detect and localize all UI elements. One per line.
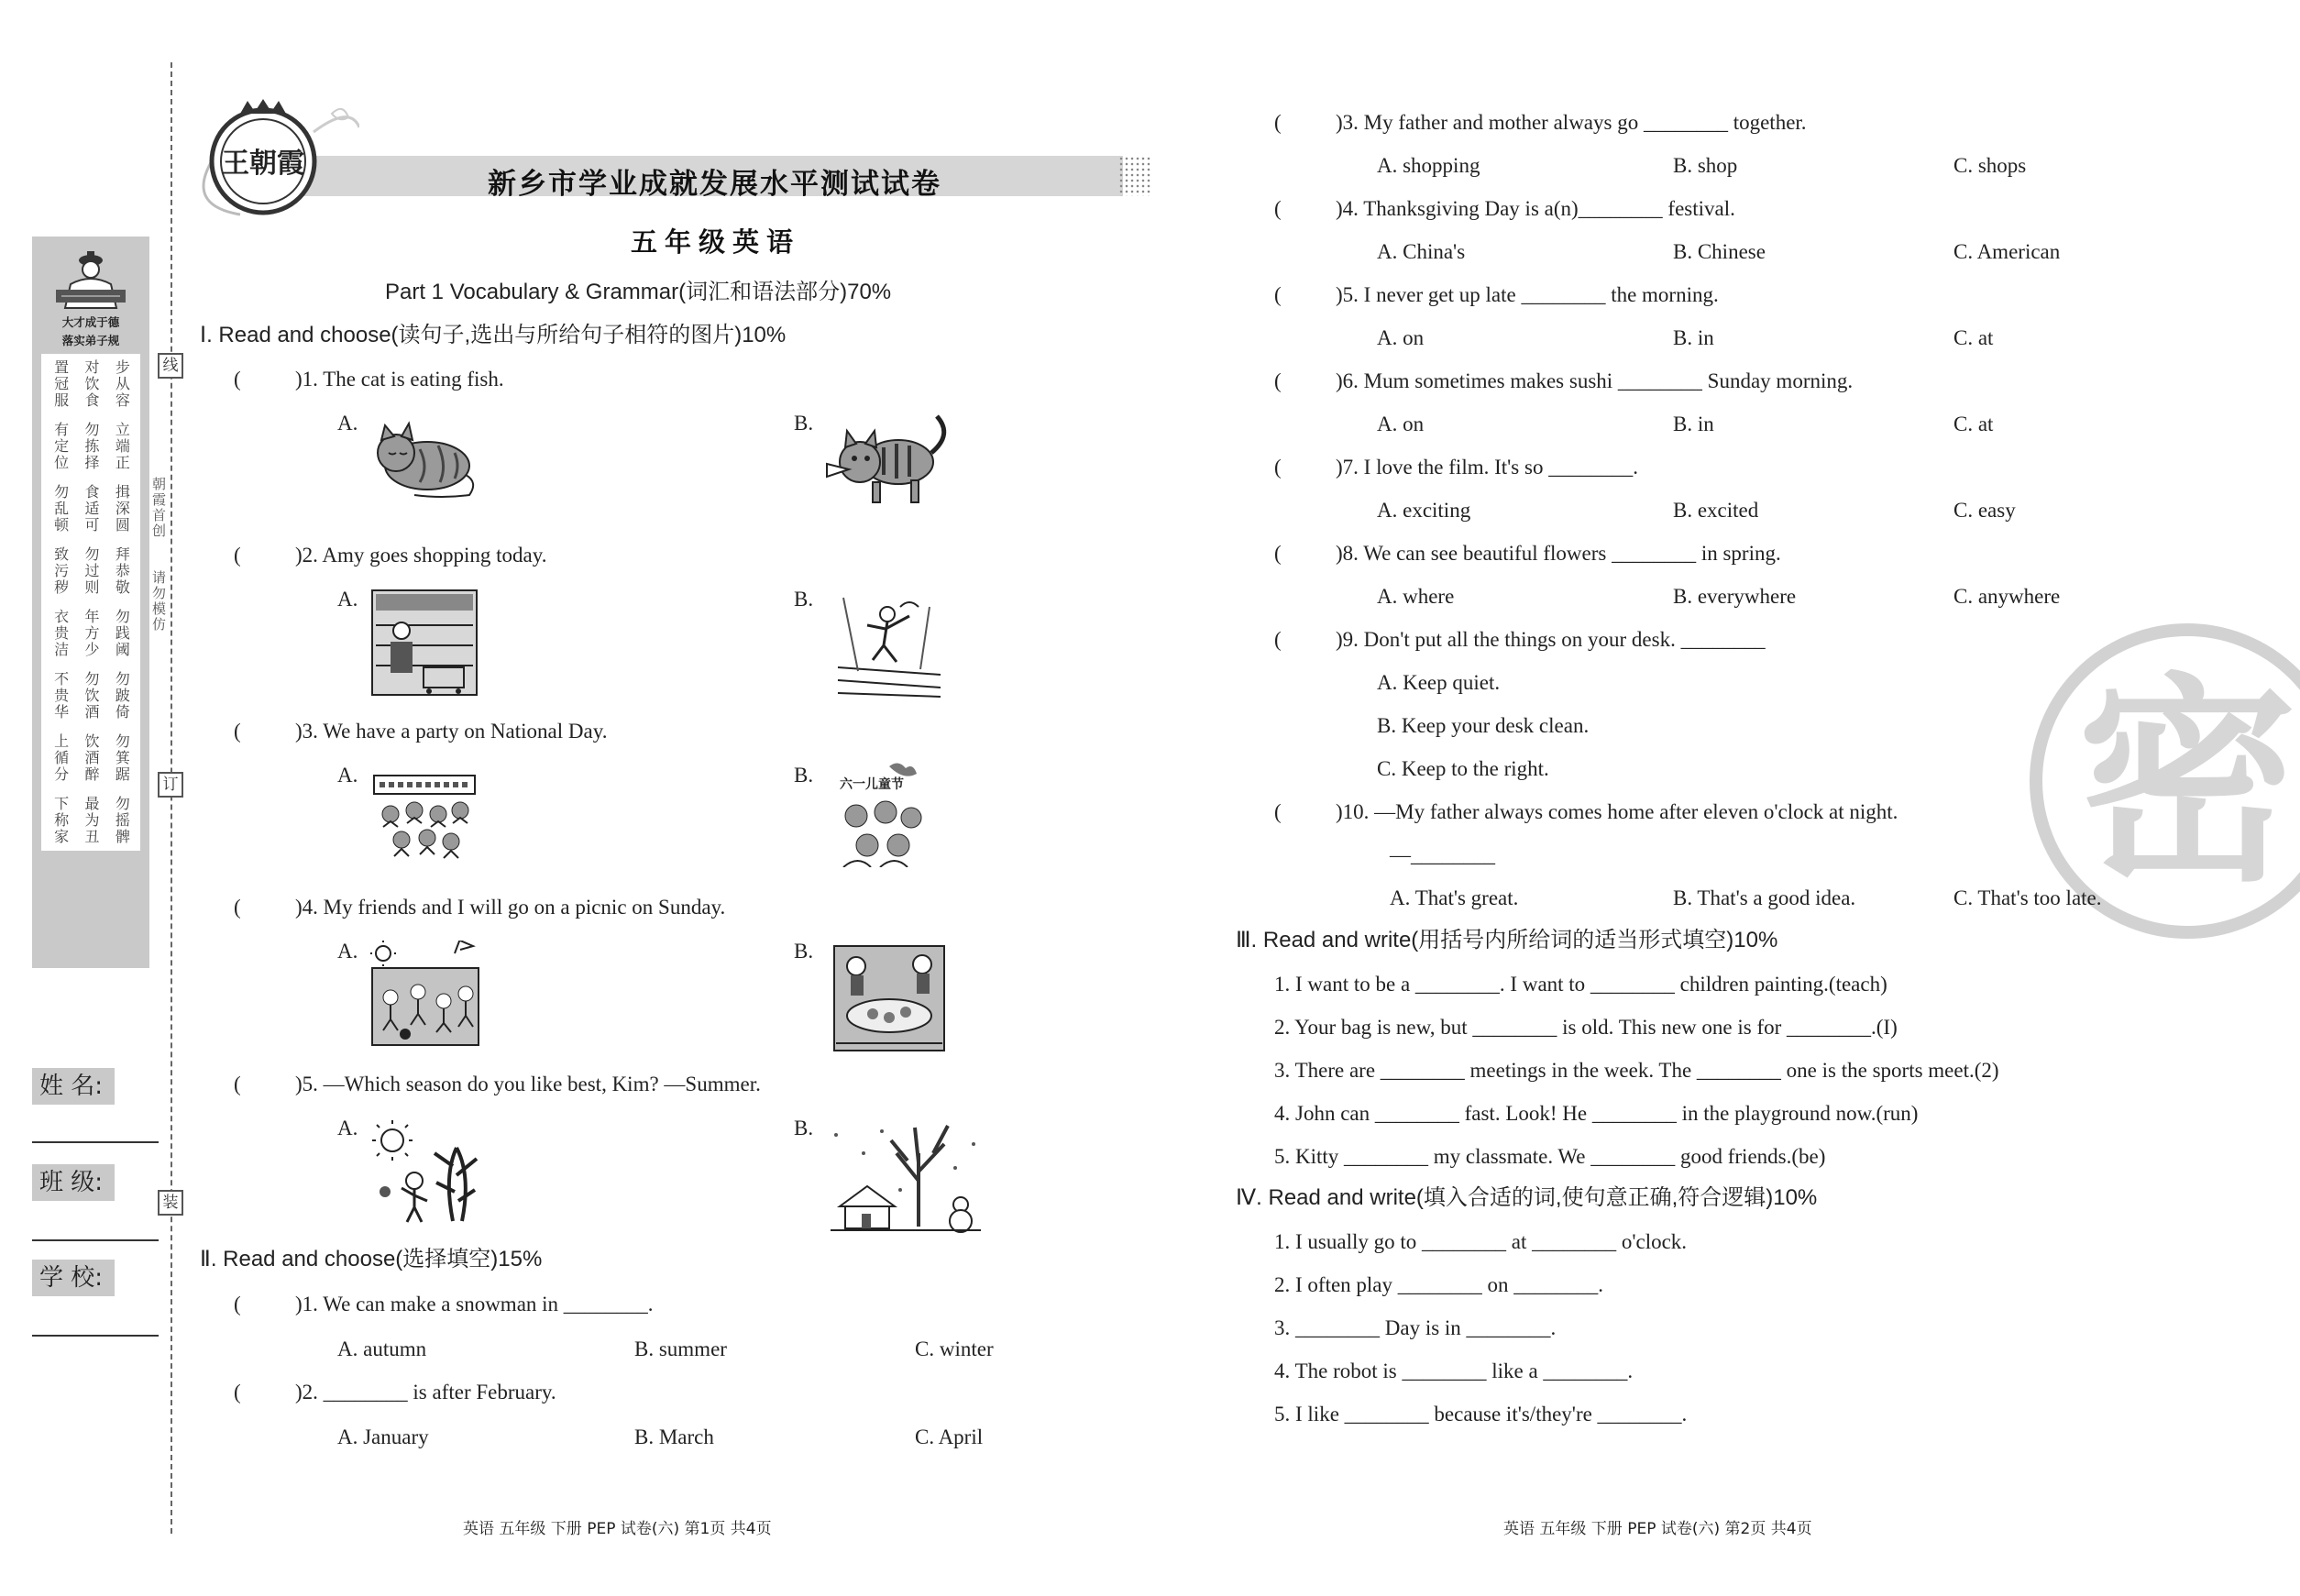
motto-verse: 揖深圆 bbox=[113, 484, 131, 534]
option-text: B. Keep your desk clean. bbox=[1377, 714, 1590, 737]
question-stem: )9. Don't put all the things on your desk. ________ bbox=[1336, 628, 1766, 651]
question-stem: )3. My father and mother always go ________ together. bbox=[1336, 111, 1807, 134]
motto-verse: 食适可 bbox=[82, 484, 100, 534]
motto-group bbox=[45, 359, 137, 409]
option-text: C. at bbox=[1953, 326, 1994, 349]
answer-bracket[interactable]: ( bbox=[234, 1293, 241, 1315]
motto-group bbox=[45, 422, 137, 471]
name-label: 姓 名: bbox=[32, 1068, 115, 1105]
motto-verse: 置冠服 bbox=[51, 359, 70, 409]
option-text: C. That's too late. bbox=[1953, 886, 2102, 909]
question-stem: )10. —My father always comes home after eleven o'clock at night. bbox=[1336, 800, 1898, 823]
fill-in-item[interactable]: 2. I often play ________ on ________. bbox=[1274, 1273, 1604, 1296]
binding-seal-char: 线 bbox=[158, 353, 183, 379]
answer-bracket[interactable]: ( bbox=[1274, 800, 1282, 823]
option-text: A. China's bbox=[1377, 240, 1466, 263]
option-text: A. shopping bbox=[1377, 154, 1480, 177]
subject-title: 五年级英语 bbox=[631, 226, 801, 258]
option-text: C. winter bbox=[915, 1337, 994, 1360]
motto-group bbox=[45, 484, 137, 534]
question-stem: )8. We can see beautiful flowers ________ in spring. bbox=[1336, 542, 1781, 565]
motto-verse: 拜恭敬 bbox=[113, 546, 131, 596]
class-label: 班 级: bbox=[32, 1164, 115, 1201]
section3-title: Ⅲ. Read and write(用括号内所给词的适当形式填空)10% bbox=[1236, 928, 1778, 952]
school-label: 学 校: bbox=[32, 1260, 115, 1296]
motto-verse: 有定位 bbox=[51, 422, 70, 471]
summer-sun-picture[interactable] bbox=[365, 1120, 482, 1228]
motto-verse: 勿乱顿 bbox=[51, 484, 70, 534]
fill-in-item[interactable]: 2. Your bag is new, but ________ is old. This new one is for ________.(I) bbox=[1274, 1016, 1898, 1039]
sleeping-cat-picture[interactable] bbox=[365, 413, 480, 501]
name-field[interactable] bbox=[32, 1141, 159, 1143]
fill-in-item[interactable]: 1. I usually go to ________ at ________ o'clock. bbox=[1274, 1230, 1688, 1253]
fill-in-item[interactable]: 3. ________ Day is in ________. bbox=[1274, 1316, 1557, 1339]
logo-lettering: 王朝霞 bbox=[222, 148, 304, 180]
motto-verse: 勿过则 bbox=[82, 546, 100, 596]
motto-header: 落实弟子规 bbox=[61, 334, 120, 347]
childrens-day-picture[interactable] bbox=[834, 759, 930, 867]
fill-in-item[interactable]: 4. John can ________ fast. Look! He ________ in the playground now.(run) bbox=[1274, 1102, 1919, 1125]
option-text: A. on bbox=[1377, 326, 1425, 349]
motto-verse: 勿拣择 bbox=[82, 422, 100, 471]
option-label: B. bbox=[794, 1117, 814, 1139]
answer-bracket[interactable]: ( bbox=[234, 720, 241, 743]
motto-verse: 最为丑 bbox=[82, 796, 100, 845]
notice-text: 请勿模仿 bbox=[150, 570, 167, 633]
motto-verse: 步从容 bbox=[113, 359, 131, 409]
motto-verse: 衣贵洁 bbox=[51, 609, 70, 658]
answer-bracket[interactable]: ( bbox=[1274, 111, 1282, 134]
option-text: C. American bbox=[1953, 240, 2061, 263]
motto-verse: 勿跛倚 bbox=[113, 671, 131, 721]
answer-bracket[interactable]: ( bbox=[234, 368, 241, 391]
question-stem: )1. The cat is eating fish. bbox=[295, 368, 504, 391]
question-stem: )5. I never get up late ________ the morning. bbox=[1336, 283, 1719, 306]
motto-verse: 上循分 bbox=[51, 733, 70, 783]
option-text: B. excited bbox=[1673, 499, 1759, 522]
motto-verse: 勿践阈 bbox=[113, 609, 131, 658]
fill-in-item[interactable]: 3. There are ________ meetings in the week. The ________ one is the sports meet.(2) bbox=[1274, 1059, 1999, 1082]
answer-bracket[interactable]: ( bbox=[1274, 197, 1282, 220]
picture-caption: 六一儿童节 bbox=[840, 777, 904, 792]
option-text: C. at bbox=[1953, 413, 1994, 435]
option-text: A. where bbox=[1377, 585, 1455, 608]
option-text: B. Chinese bbox=[1673, 240, 1766, 263]
fill-in-item[interactable]: 4. The robot is ________ like a ________. bbox=[1274, 1359, 1634, 1382]
option-text: C. Keep to the right. bbox=[1377, 757, 1549, 780]
motto-verse: 对饮食 bbox=[82, 359, 100, 409]
question-stem: )2. ________ is after February. bbox=[295, 1381, 556, 1403]
answer-bracket[interactable]: ( bbox=[234, 896, 241, 919]
motto-verse: 下称家 bbox=[51, 796, 70, 845]
option-text: C. easy bbox=[1953, 499, 2016, 522]
motto-grid bbox=[41, 354, 140, 851]
question-stem: )6. Mum sometimes makes sushi ________ Sunday morning. bbox=[1336, 369, 1854, 392]
motto-group bbox=[45, 671, 137, 721]
answer-bracket[interactable]: ( bbox=[1274, 542, 1282, 565]
question-stem: )5. —Which season do you like best, Kim? —Summer. bbox=[295, 1073, 761, 1095]
option-label: A. bbox=[337, 588, 358, 611]
motto-verse: 不贵华 bbox=[51, 671, 70, 721]
national-day-party-picture[interactable] bbox=[370, 772, 479, 865]
option-label: A. bbox=[337, 940, 358, 963]
notice-text: 朝霞首创 bbox=[150, 477, 167, 539]
motto-group bbox=[45, 733, 137, 783]
school-field[interactable] bbox=[32, 1335, 159, 1337]
page-footer: 英语 五年级 下册 PEP 试卷(六) 第1页 共4页 bbox=[463, 1520, 772, 1538]
question-stem: )3. We have a party on National Day. bbox=[295, 720, 608, 743]
scholar-figure-icon bbox=[45, 248, 137, 314]
question-stem: )2. Amy goes shopping today. bbox=[295, 544, 547, 567]
option-label: B. bbox=[794, 588, 814, 611]
class-field[interactable] bbox=[32, 1239, 159, 1241]
option-text: C. anywhere bbox=[1953, 585, 2061, 608]
option-text: A. January bbox=[337, 1425, 429, 1448]
question-stem: )1. We can make a snowman in ________. bbox=[295, 1293, 654, 1315]
title-band-dots bbox=[1118, 156, 1151, 196]
answer-bracket[interactable]: ( bbox=[1274, 283, 1282, 306]
option-text: A. Keep quiet. bbox=[1377, 671, 1501, 694]
motto-panel bbox=[32, 237, 149, 968]
section4-title: Ⅳ. Read and write(填入合适的词,使句意正确,符合逻辑)10% bbox=[1236, 1185, 1818, 1210]
fill-in-item[interactable]: 5. I like ________ because it's/they're ________. bbox=[1274, 1403, 1688, 1425]
exam-title: 新乡市学业成就发展水平测试试卷 bbox=[488, 168, 941, 201]
section2-title: Ⅱ. Read and choose(选择填空)15% bbox=[200, 1247, 543, 1271]
question-stem: )4. Thanksgiving Day is a(n)________ festival. bbox=[1336, 197, 1735, 220]
answer-bracket[interactable]: ( bbox=[234, 1381, 241, 1403]
option-label: B. bbox=[794, 764, 814, 787]
kids-playing-football-picture[interactable] bbox=[370, 941, 480, 1047]
question-stem: )4. My friends and I will go on a picnic on Sunday. bbox=[295, 896, 726, 919]
option-label: B. bbox=[794, 412, 814, 435]
option-text: B. That's a good idea. bbox=[1673, 886, 1856, 909]
binding-seal-char: 装 bbox=[158, 1190, 183, 1216]
motto-verse: 致污秽 bbox=[51, 546, 70, 596]
option-text: B. summer bbox=[634, 1337, 727, 1360]
binding-dashed-line bbox=[171, 62, 172, 1534]
motto-verse: 立端正 bbox=[113, 422, 131, 471]
motto-verse: 勿饮酒 bbox=[82, 671, 100, 721]
motto-verse: 勿摇髀 bbox=[113, 796, 131, 845]
option-label: A. bbox=[337, 1117, 358, 1139]
picnic-picture[interactable] bbox=[832, 944, 946, 1052]
motto-verse: 饮酒醉 bbox=[82, 733, 100, 783]
option-label: A. bbox=[337, 412, 358, 435]
option-text: A. exciting bbox=[1377, 499, 1471, 522]
option-text: B. March bbox=[634, 1425, 714, 1448]
answer-line[interactable]: —________ bbox=[1390, 843, 1495, 866]
motto-verse: 勿箕踞 bbox=[113, 733, 131, 783]
option-label: B. bbox=[794, 940, 814, 963]
option-text: B. shop bbox=[1673, 154, 1738, 177]
boy-jumping-picture[interactable] bbox=[836, 589, 942, 699]
motto-group bbox=[45, 796, 137, 845]
section1-title: Ⅰ. Read and choose(读句子,选出与所给句子相符的图片)10% bbox=[200, 323, 787, 347]
option-text: A. on bbox=[1377, 413, 1425, 435]
answer-bracket[interactable]: ( bbox=[234, 544, 241, 567]
binding-seal-char: 订 bbox=[158, 772, 183, 798]
page-footer: 英语 五年级 下册 PEP 试卷(六) 第2页 共4页 bbox=[1503, 1520, 1812, 1538]
fill-in-item[interactable]: 5. Kitty ________ my classmate. We ________ good friends.(be) bbox=[1274, 1145, 1826, 1168]
option-text: B. in bbox=[1673, 326, 1714, 349]
question-stem: )7. I love the film. It's so ________. bbox=[1336, 456, 1638, 479]
answer-bracket[interactable]: ( bbox=[1274, 369, 1282, 392]
publisher-logo bbox=[176, 95, 359, 224]
motto-verse: 年方少 bbox=[82, 609, 100, 658]
answer-bracket[interactable]: ( bbox=[1274, 628, 1282, 651]
option-text: B. in bbox=[1673, 413, 1714, 435]
option-text: B. everywhere bbox=[1673, 585, 1797, 608]
answer-bracket[interactable]: ( bbox=[234, 1073, 241, 1095]
shopping-store-picture[interactable] bbox=[370, 589, 479, 697]
motto-group bbox=[45, 546, 137, 596]
part1-title: Part 1 Vocabulary & Grammar(词汇和语法部分)70% bbox=[385, 280, 892, 304]
motto-group bbox=[45, 609, 137, 658]
winter-snow-picture[interactable] bbox=[827, 1117, 983, 1234]
cat-eating-fish-picture[interactable] bbox=[823, 411, 952, 513]
option-label: A. bbox=[337, 764, 358, 787]
watermark-char: 密 bbox=[2076, 655, 2298, 911]
motto-header: 大才成于德 bbox=[61, 315, 120, 329]
answer-bracket[interactable]: ( bbox=[1274, 456, 1282, 479]
option-text: A. autumn bbox=[337, 1337, 427, 1360]
option-text: A. That's great. bbox=[1390, 886, 1519, 909]
option-text: C. shops bbox=[1953, 154, 2027, 177]
fill-in-item[interactable]: 1. I want to be a ________. I want to ________ children painting.(teach) bbox=[1274, 973, 1887, 996]
option-text: C. April bbox=[915, 1425, 984, 1448]
